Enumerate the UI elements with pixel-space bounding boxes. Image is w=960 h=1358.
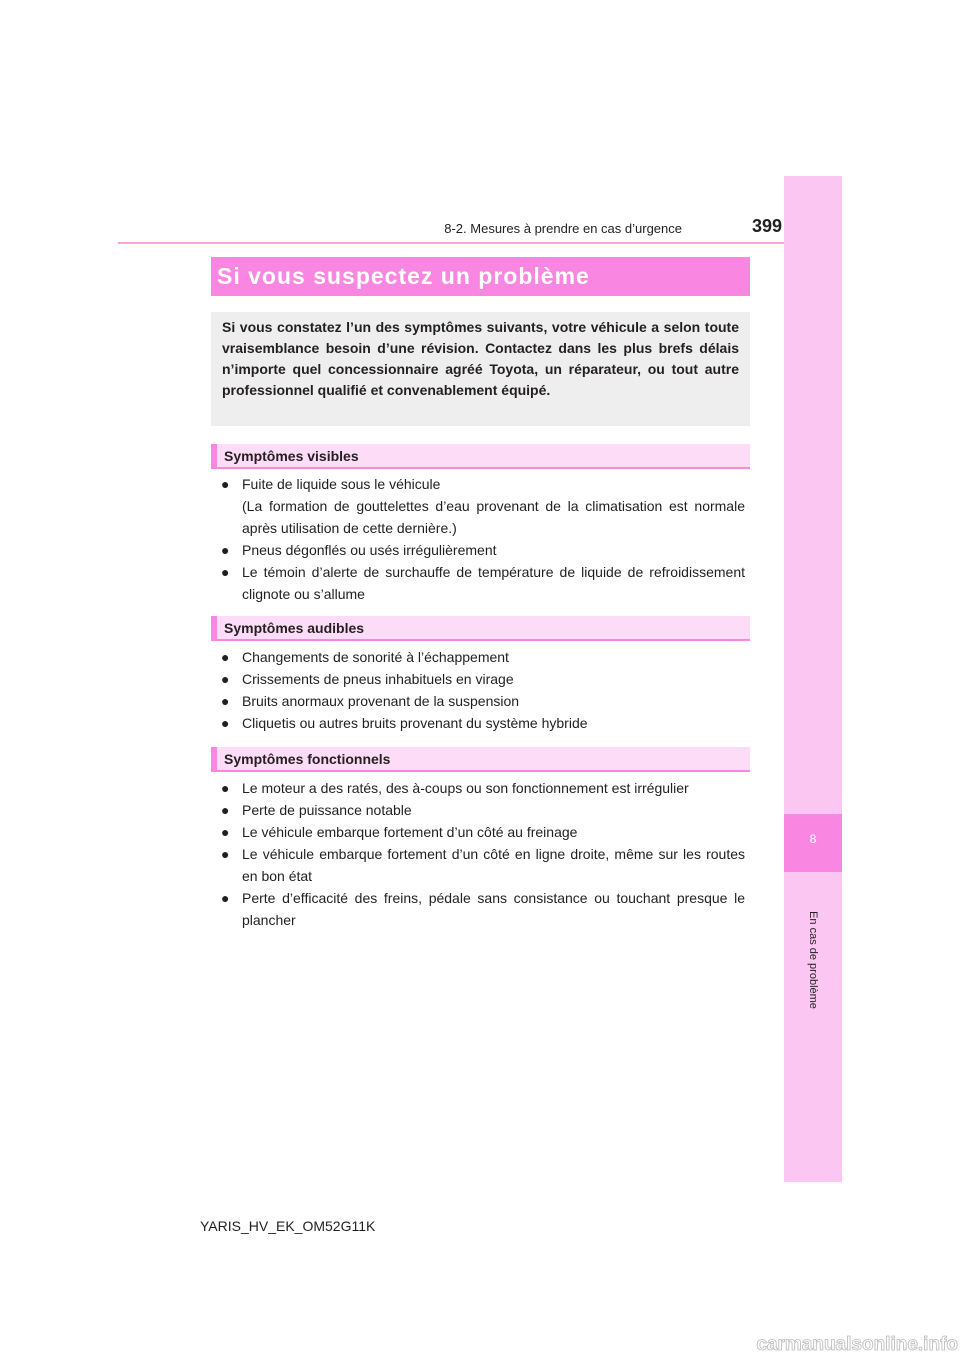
list-item	[221, 821, 745, 843]
watermark-logo	[664, 1330, 960, 1358]
watermark-text: carmanualsonline.info	[756, 1334, 958, 1355]
bullet-icon: ●	[221, 671, 230, 687]
section-breadcrumb: 8-2. Mesures à prendre en cas d’urgence	[444, 221, 682, 236]
list-item-text: Le véhicule embarque fortement d’un côté en ligne droite, même sur les routes en bon état	[242, 846, 745, 884]
list-item	[221, 646, 745, 668]
bullet-icon: ●	[221, 780, 230, 796]
section-heading-visible	[211, 444, 750, 469]
page-number: 399	[751, 216, 782, 236]
bullet-icon: ●	[221, 846, 230, 862]
header-divider	[118, 242, 785, 244]
functional-symptoms-list	[221, 777, 745, 931]
chapter-number: 8	[809, 832, 817, 846]
list-item-text: Bruits anormaux provenant de la suspension	[242, 693, 520, 709]
list-item-text: Le témoin d’alerte de surchauffe de température de liquide de refroidissement clignote ou s’allume	[242, 564, 745, 602]
list-item	[221, 777, 745, 799]
list-item-text: Cliquetis ou autres bruits provenant du système hybride	[242, 715, 588, 731]
list-item	[221, 668, 745, 690]
bullet-icon: ●	[221, 542, 230, 558]
chapter-tab-strip	[784, 176, 842, 1182]
section-heading-functional	[211, 747, 750, 772]
bullet-icon: ●	[221, 476, 230, 492]
list-item	[221, 690, 745, 712]
list-item-text: Perte d’efficacité des freins, pédale sans consistance ou touchant presque le plancher	[242, 890, 745, 928]
list-item	[221, 887, 745, 931]
bullet-icon: ●	[221, 802, 230, 818]
bullet-icon: ●	[221, 824, 230, 840]
bullet-icon: ●	[221, 890, 230, 906]
section-heading-label: Symptômes audibles	[224, 619, 365, 636]
audible-symptoms-list	[221, 646, 745, 734]
page-title-bar	[211, 257, 750, 296]
page-title: Si vous suspectez un problème	[217, 263, 590, 289]
list-item-text: Le moteur a des ratés, des à-coups ou son fonctionnement est irrégulier	[242, 780, 689, 796]
bullet-icon: ●	[221, 693, 230, 709]
section-heading-audible	[211, 616, 750, 641]
bullet-icon: ●	[221, 564, 230, 580]
bullet-icon: ●	[221, 715, 230, 731]
bullet-icon: ●	[221, 649, 230, 665]
chapter-label: En cas de problème	[807, 911, 819, 1009]
list-item-text: Changements de sonorité à l’échappement	[242, 649, 509, 665]
visible-symptoms-list	[221, 473, 745, 605]
list-item	[221, 561, 745, 605]
list-item-text: Pneus dégonflés ou usés irrégulièrement	[242, 542, 497, 558]
section-heading-label: Symptômes visibles	[224, 447, 359, 464]
list-item	[221, 473, 745, 539]
list-item-text: Perte de puissance notable	[242, 802, 412, 818]
list-item	[221, 799, 745, 821]
section-heading-label: Symptômes fonctionnels	[224, 750, 391, 767]
intro-box: Si vous constatez l’un des symptômes suivants, votre véhicule a selon toute vraisemblance besoin d’une révision. Contactez dans les plus brefs délais n’importe quel concessionnaire agréé Toyota, un réparateur, ou tout autre professionnel qualifié et convenablement équipé.	[211, 312, 750, 426]
list-item-text: Le véhicule embarque fortement d’un côté au freinage	[242, 824, 578, 840]
list-item-note: (La formation de gouttelettes d’eau provenant de la climatisation est normale après utilisation de cette dernière.)	[242, 498, 745, 536]
list-item	[221, 843, 745, 887]
list-item-text: Crissements de pneus inhabituels en virage	[242, 671, 514, 687]
list-item	[221, 539, 745, 561]
list-item-text: Fuite de liquide sous le véhicule	[242, 476, 441, 492]
document-code: YARIS_HV_EK_OM52G11K	[200, 1218, 376, 1234]
chapter-label-wrapper	[778, 911, 848, 1009]
list-item	[221, 712, 745, 734]
